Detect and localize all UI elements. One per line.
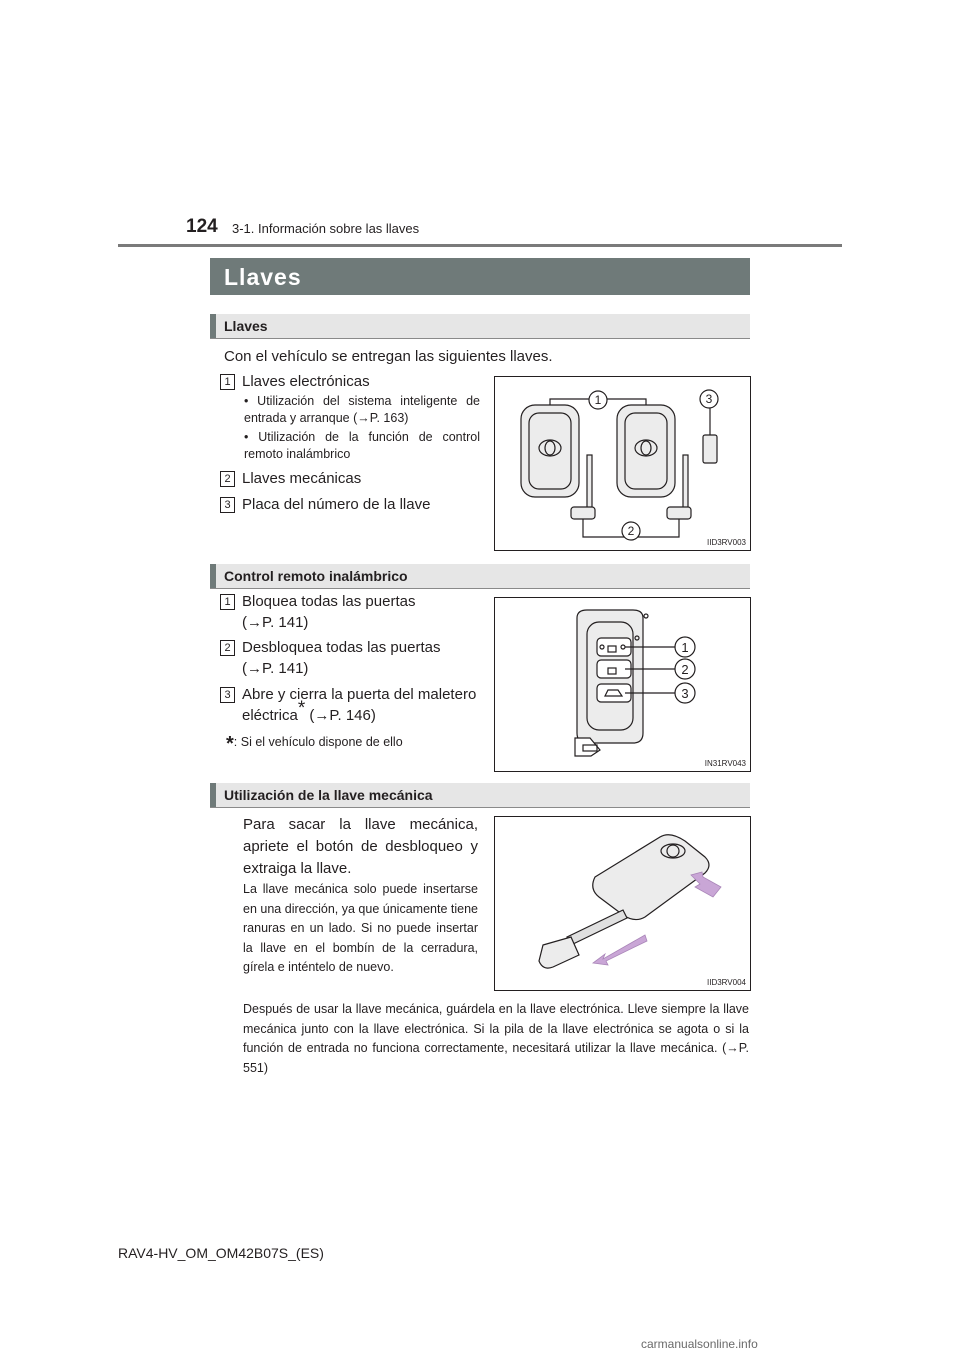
page-title: Llaves: [224, 264, 302, 290]
remote-illustration: [495, 598, 750, 771]
figure-remote: [494, 597, 751, 772]
mechanical-key-illustration: [495, 817, 750, 990]
item-key-number-plate: Placa del número de la llave: [242, 496, 431, 513]
header-rule: [118, 244, 842, 247]
callout-badge: 3: [220, 497, 235, 513]
footnote-text: : Si el vehículo dispone de ello: [233, 735, 403, 749]
subheading-mechanical: [210, 783, 750, 808]
figure-callout-2: 2: [681, 662, 689, 677]
section-reference: 3-1. Información sobre las llaves: [232, 221, 420, 236]
subheading-keys: [210, 314, 750, 339]
mechanical-instruction: Para sacar la llave mecánica, apriete el botón de desbloqueo y extraiga la llave.: [243, 816, 478, 877]
remote-unlock-ref: (→P. 141): [242, 660, 309, 677]
title-bar: [210, 258, 750, 295]
figure-mechanical-key: [494, 816, 751, 991]
figure-callout-3: 3: [681, 686, 689, 701]
callout-badge: 1: [220, 594, 235, 610]
item-mechanical-keys: Llaves mecánicas: [242, 470, 362, 487]
callout-badge: 2: [220, 471, 235, 487]
remote-tailgate-ref: [242, 698, 376, 727]
figure-code: IID3RV004: [707, 978, 746, 987]
bullet-smart-entry: • Utilización del sistema inteligente de entrada y arranque (→P. 163): [244, 394, 480, 425]
subheading-keys-label: Llaves: [224, 318, 268, 334]
subheading-remote: [210, 564, 750, 589]
remote-unlock-text: Desbloquea todas las puertas: [242, 639, 441, 656]
figure-callout-3: 3: [705, 392, 713, 406]
mechanical-note: La llave mecánica solo puede insertarse en una dirección, ya que únicamente tiene ranuras en un lado. Si no puede insertar la llave en el bombín de la cerradura, gírela e inténtelo de nuevo.: [243, 882, 478, 974]
subheading-remote-label: Control remoto inalámbrico: [224, 568, 408, 584]
callout-badge: 2: [220, 640, 235, 656]
subheading-mechanical-label: Utilización de la llave mecánica: [224, 787, 433, 803]
keys-illustration: [495, 377, 750, 550]
keys-intro: Con el vehículo se entregan las siguientes llaves.: [224, 348, 553, 365]
figure-callout-2: 2: [627, 524, 635, 538]
figure-callout-1: 1: [681, 640, 689, 655]
remote-lock-ref: (→P. 141): [242, 614, 309, 631]
asterisk: *: [297, 698, 306, 719]
item-electronic-keys: Llaves electrónicas: [242, 373, 370, 390]
callout-badge: 3: [220, 687, 235, 703]
callout-badge: 1: [220, 374, 235, 390]
figure-callout-1: 1: [594, 393, 602, 407]
footnote: [226, 734, 403, 753]
mechanical-paragraph: Después de usar la llave mecánica, guárdela en la llave electrónica. Lleve siempre la llave mecánica junto con la llave electrónica. Si la pila de la llave electrónica se agota o si la función de entrada no funciona correctamente, necesitará utilizar la llave mecánica. (→P. 551): [243, 1002, 749, 1075]
remote-tailgate-text: Abre y cierra la puerta del maletero: [242, 686, 477, 703]
figure-keys: [494, 376, 751, 551]
figure-code: IN31RV043: [704, 759, 746, 768]
remote-lock-text: Bloquea todas las puertas: [242, 593, 416, 610]
tailgate-word: eléctrica: [242, 707, 298, 724]
footnote-mark: *: [226, 733, 234, 755]
tailgate-ref: (→P. 146): [305, 707, 376, 724]
page-number: 124: [186, 216, 218, 237]
watermark[interactable]: carmanualsonline.info: [641, 1337, 758, 1351]
footer-code: RAV4-HV_OM_OM42B07S_(ES): [118, 1245, 324, 1261]
bullet-remote-control: • Utilización de la función de control remoto inalámbrico: [244, 430, 480, 461]
figure-code: IID3RV003: [707, 538, 746, 547]
